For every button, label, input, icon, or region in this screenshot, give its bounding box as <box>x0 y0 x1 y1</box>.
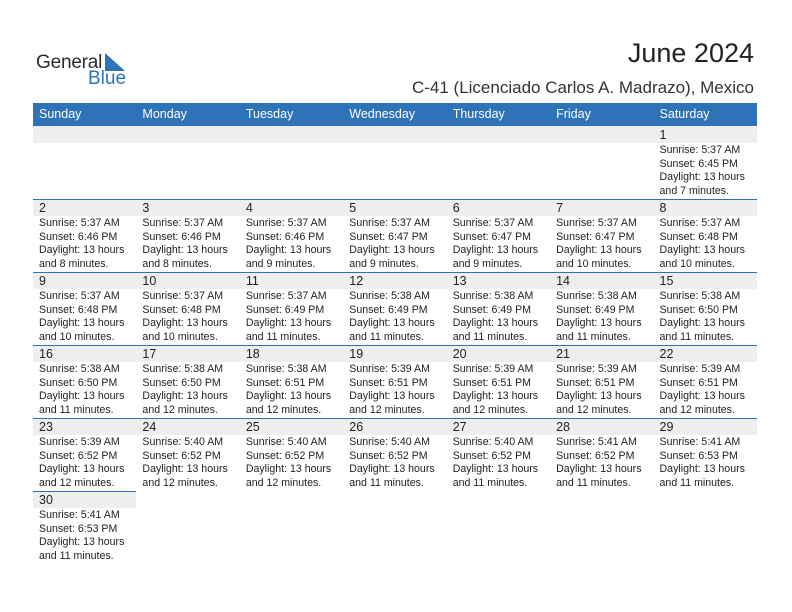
day-header-band <box>136 491 239 508</box>
day-number: 8 <box>659 201 667 215</box>
empty-day-cell <box>447 491 550 566</box>
sunrise-text: Sunrise: 5:37 AM <box>452 217 534 229</box>
sunrise-text: Sunrise: 5:39 AM <box>349 363 430 375</box>
sunset-text: Sunset: 6:52 PM <box>349 449 428 462</box>
page-title: June 2024 <box>627 38 754 68</box>
day-number: 13 <box>452 274 467 288</box>
sun-info <box>39 217 124 271</box>
sun-info <box>660 144 745 198</box>
empty-day-cell <box>550 126 653 199</box>
sunrise-text: Sunrise: 5:37 AM <box>245 217 327 229</box>
sun-info <box>246 363 331 417</box>
weekday-thursday: Thursday <box>452 107 505 121</box>
day-cell <box>654 345 757 418</box>
day-header-band <box>550 126 653 143</box>
day-cell <box>447 345 550 418</box>
empty-day-cell <box>136 491 239 566</box>
minutes-text: and 11 minutes. <box>245 330 321 343</box>
sunrise-text: Sunrise: 5:40 AM <box>452 436 534 448</box>
sun-info <box>556 363 641 417</box>
sunrise-text: Sunrise: 5:41 AM <box>556 436 637 448</box>
sun-info <box>142 363 227 417</box>
day-cell <box>343 199 446 272</box>
minutes-text: and 10 minutes. <box>659 257 735 270</box>
sun-info <box>660 436 745 490</box>
sun-info <box>142 290 227 344</box>
sun-info <box>39 290 124 344</box>
day-cell <box>447 418 550 491</box>
minutes-text: and 11 minutes. <box>659 330 735 343</box>
daylight-text: Daylight: 13 hours <box>142 463 228 475</box>
minutes-text: and 11 minutes. <box>349 476 424 489</box>
sunrise-text: Sunrise: 5:40 AM <box>245 436 327 448</box>
sunrise-text: Sunrise: 5:38 AM <box>452 290 534 302</box>
sun-info <box>246 290 331 344</box>
calendar-grid <box>33 103 757 566</box>
sunset-text: Sunset: 6:51 PM <box>245 376 325 389</box>
sunset-text: Sunset: 6:45 PM <box>659 157 738 170</box>
minutes-text: and 11 minutes. <box>349 330 424 343</box>
sunrise-text: Sunrise: 5:39 AM <box>452 363 534 375</box>
empty-day-cell <box>240 491 343 566</box>
empty-day-cell <box>33 126 136 199</box>
day-number: 25 <box>245 420 260 434</box>
day-number: 28 <box>556 420 571 434</box>
daylight-text: Daylight: 13 hours <box>556 463 642 475</box>
daylight-text: Daylight: 13 hours <box>349 463 435 475</box>
day-cell <box>654 418 757 491</box>
sun-info <box>349 217 434 271</box>
day-header-band <box>447 491 550 508</box>
sunset-text: Sunset: 6:52 PM <box>556 449 635 462</box>
day-number: 30 <box>39 493 53 507</box>
daylight-text: Daylight: 13 hours <box>349 390 435 402</box>
day-header-band <box>447 199 550 216</box>
sun-info <box>142 217 227 271</box>
sun-info <box>453 436 538 490</box>
day-cell <box>240 272 343 345</box>
daylight-text: Daylight: 13 hours <box>245 244 332 256</box>
day-cell <box>33 199 136 272</box>
day-number: 12 <box>349 274 364 288</box>
daylight-text: Daylight: 13 hours <box>556 244 642 256</box>
minutes-text: and 12 minutes. <box>245 403 322 416</box>
day-header-band <box>343 491 446 508</box>
sunset-text: Sunset: 6:51 PM <box>452 376 532 389</box>
weekday-header-row <box>33 103 757 126</box>
empty-day-cell <box>136 126 239 199</box>
minutes-text: and 8 minutes. <box>142 257 212 270</box>
minutes-text: and 11 minutes. <box>39 403 114 416</box>
day-cell <box>550 199 653 272</box>
day-number: 21 <box>556 347 571 361</box>
day-number: 11 <box>245 274 259 288</box>
sun-info <box>39 509 124 563</box>
sunset-text: Sunset: 6:49 PM <box>556 303 635 316</box>
sunrise-text: Sunrise: 5:38 AM <box>245 363 327 375</box>
sunset-text: Sunset: 6:47 PM <box>556 230 635 243</box>
sunrise-text: Sunrise: 5:37 AM <box>245 290 327 302</box>
day-cell <box>136 418 239 491</box>
day-header-band <box>550 491 653 508</box>
sunset-text: Sunset: 6:50 PM <box>659 303 738 316</box>
sunrise-text: Sunrise: 5:38 AM <box>659 290 741 302</box>
day-number: 5 <box>349 201 357 215</box>
empty-day-cell <box>240 126 343 199</box>
day-cell <box>136 199 239 272</box>
logo-blue-text: Blue <box>88 68 127 89</box>
empty-day-cell <box>343 491 446 566</box>
sun-info <box>349 436 434 490</box>
daylight-text: Daylight: 13 hours <box>349 244 435 256</box>
sunrise-text: Sunrise: 5:40 AM <box>349 436 430 448</box>
location-subtitle: C-41 (Licenciado Carlos A. Madrazo), Mexico <box>411 78 754 97</box>
sunrise-text: Sunrise: 5:41 AM <box>39 509 120 521</box>
daylight-text: Daylight: 13 hours <box>142 244 228 256</box>
day-number: 16 <box>39 347 53 361</box>
day-number: 4 <box>245 201 253 215</box>
day-number: 24 <box>142 420 157 434</box>
daylight-text: Daylight: 13 hours <box>245 463 332 475</box>
sunrise-text: Sunrise: 5:38 AM <box>142 363 224 375</box>
day-cell <box>240 199 343 272</box>
minutes-text: and 9 minutes. <box>452 257 523 270</box>
day-header-band <box>654 199 757 216</box>
day-number: 26 <box>349 420 364 434</box>
sunset-text: Sunset: 6:48 PM <box>39 303 118 316</box>
weekday-wednesday: Wednesday <box>349 107 416 121</box>
sunset-text: Sunset: 6:48 PM <box>659 230 738 243</box>
day-number: 23 <box>39 420 53 434</box>
daylight-text: Daylight: 13 hours <box>452 317 539 329</box>
daylight-text: Daylight: 13 hours <box>659 463 745 475</box>
sunrise-text: Sunrise: 5:38 AM <box>556 290 637 302</box>
daylight-text: Daylight: 13 hours <box>39 390 125 402</box>
sunrise-text: Sunrise: 5:37 AM <box>142 217 224 229</box>
minutes-text: and 12 minutes. <box>349 403 425 416</box>
sun-info <box>246 436 331 490</box>
day-header-band <box>447 126 550 143</box>
sunset-text: Sunset: 6:46 PM <box>39 230 118 243</box>
day-number: 6 <box>452 201 460 215</box>
daylight-text: Daylight: 13 hours <box>245 390 332 402</box>
day-cell <box>240 418 343 491</box>
day-number: 14 <box>556 274 571 288</box>
sunset-text: Sunset: 6:53 PM <box>659 449 738 462</box>
day-number: 2 <box>39 201 46 215</box>
day-number: 27 <box>452 420 467 434</box>
day-number: 18 <box>245 347 260 361</box>
day-number: 3 <box>142 201 150 215</box>
empty-day-cell <box>343 126 446 199</box>
sun-info <box>349 290 434 344</box>
sun-info <box>556 217 641 271</box>
day-header-band <box>654 126 757 143</box>
day-header-band <box>33 199 136 216</box>
day-header-band <box>136 126 239 143</box>
day-header-band <box>240 199 343 216</box>
day-cell <box>33 272 136 345</box>
sunrise-text: Sunrise: 5:37 AM <box>556 217 637 229</box>
sunset-text: Sunset: 6:52 PM <box>142 449 221 462</box>
sunset-text: Sunset: 6:52 PM <box>39 449 118 462</box>
daylight-text: Daylight: 13 hours <box>556 390 642 402</box>
sunrise-text: Sunrise: 5:37 AM <box>659 144 741 156</box>
day-number: 7 <box>556 201 564 215</box>
sunrise-text: Sunrise: 5:38 AM <box>349 290 430 302</box>
daylight-text: Daylight: 13 hours <box>659 244 745 256</box>
daylight-text: Daylight: 13 hours <box>39 463 125 475</box>
minutes-text: and 11 minutes. <box>556 330 631 343</box>
weekday-monday: Monday <box>142 107 187 121</box>
sunset-text: Sunset: 6:50 PM <box>142 376 221 389</box>
sun-info <box>453 217 538 271</box>
daylight-text: Daylight: 13 hours <box>659 171 745 183</box>
sun-info <box>39 436 124 490</box>
daylight-text: Daylight: 13 hours <box>142 317 228 329</box>
daylight-text: Daylight: 13 hours <box>556 317 642 329</box>
sunset-text: Sunset: 6:52 PM <box>452 449 532 462</box>
daylight-text: Daylight: 13 hours <box>659 390 745 402</box>
daylight-text: Daylight: 13 hours <box>39 244 125 256</box>
day-header-band <box>136 199 239 216</box>
sun-info <box>453 363 538 417</box>
minutes-text: and 10 minutes. <box>142 330 218 343</box>
minutes-text: and 8 minutes. <box>39 257 109 270</box>
day-cell <box>343 418 446 491</box>
day-header-band <box>33 272 136 289</box>
day-cell <box>447 199 550 272</box>
sunset-text: Sunset: 6:53 PM <box>39 522 118 535</box>
day-number: 19 <box>349 347 364 361</box>
daylight-text: Daylight: 13 hours <box>452 390 539 402</box>
sunset-text: Sunset: 6:51 PM <box>349 376 428 389</box>
week-row <box>33 199 757 272</box>
day-cell <box>654 126 757 199</box>
sun-info <box>349 363 434 417</box>
sunset-text: Sunset: 6:51 PM <box>556 376 635 389</box>
sunset-text: Sunset: 6:47 PM <box>349 230 428 243</box>
minutes-text: and 12 minutes. <box>142 403 218 416</box>
daylight-text: Daylight: 13 hours <box>245 317 332 329</box>
day-number: 15 <box>659 274 674 288</box>
logo-general-text: General <box>36 52 103 73</box>
day-cell <box>654 272 757 345</box>
sun-info <box>660 217 745 271</box>
daylight-text: Daylight: 13 hours <box>142 390 228 402</box>
sunset-text: Sunset: 6:49 PM <box>245 303 325 316</box>
day-number: 17 <box>142 347 157 361</box>
sunrise-text: Sunrise: 5:39 AM <box>556 363 637 375</box>
sunset-text: Sunset: 6:51 PM <box>659 376 738 389</box>
empty-day-cell <box>550 491 653 566</box>
minutes-text: and 9 minutes. <box>245 257 316 270</box>
day-cell <box>136 345 239 418</box>
sunrise-text: Sunrise: 5:39 AM <box>39 436 120 448</box>
day-header-band <box>654 491 757 508</box>
sunset-text: Sunset: 6:49 PM <box>452 303 532 316</box>
sunset-text: Sunset: 6:46 PM <box>245 230 325 243</box>
sunset-text: Sunset: 6:46 PM <box>142 230 221 243</box>
daylight-text: Daylight: 13 hours <box>452 463 539 475</box>
daylight-text: Daylight: 13 hours <box>39 317 125 329</box>
minutes-text: and 9 minutes. <box>349 257 419 270</box>
sun-info <box>660 290 745 344</box>
minutes-text: and 11 minutes. <box>39 549 114 562</box>
day-cell <box>550 418 653 491</box>
sunrise-text: Sunrise: 5:37 AM <box>39 290 120 302</box>
weekday-tuesday: Tuesday <box>245 107 294 121</box>
weekday-sunday: Sunday <box>39 107 82 121</box>
minutes-text: and 7 minutes. <box>659 184 730 197</box>
day-cell <box>343 345 446 418</box>
daylight-text: Daylight: 13 hours <box>452 244 539 256</box>
sunset-text: Sunset: 6:52 PM <box>245 449 325 462</box>
sun-info <box>556 436 641 490</box>
minutes-text: and 10 minutes. <box>556 257 632 270</box>
minutes-text: and 11 minutes. <box>659 476 735 489</box>
sunrise-text: Sunrise: 5:38 AM <box>39 363 120 375</box>
week-row <box>33 418 757 491</box>
sunrise-text: Sunrise: 5:37 AM <box>349 217 430 229</box>
empty-day-cell <box>447 126 550 199</box>
day-header-band <box>343 126 446 143</box>
sunrise-text: Sunrise: 5:37 AM <box>659 217 741 229</box>
day-cell <box>550 345 653 418</box>
sun-info <box>660 363 745 417</box>
weekday-friday: Friday <box>556 107 591 121</box>
day-header-band <box>240 126 343 143</box>
day-header-band <box>33 126 136 143</box>
minutes-text: and 11 minutes. <box>452 330 528 343</box>
week-row <box>33 345 757 418</box>
sunset-text: Sunset: 6:47 PM <box>452 230 532 243</box>
daylight-text: Daylight: 13 hours <box>349 317 435 329</box>
day-number: 20 <box>452 347 467 361</box>
day-header-band <box>550 199 653 216</box>
day-header-band <box>343 199 446 216</box>
day-number: 1 <box>659 128 667 142</box>
sun-info <box>556 290 641 344</box>
minutes-text: and 12 minutes. <box>659 403 735 416</box>
minutes-text: and 12 minutes. <box>245 476 322 489</box>
sun-info <box>246 217 331 271</box>
day-header-band <box>240 491 343 508</box>
minutes-text: and 12 minutes. <box>142 476 218 489</box>
sun-info <box>142 436 227 490</box>
day-number: 10 <box>142 274 157 288</box>
minutes-text: and 12 minutes. <box>39 476 115 489</box>
sunrise-text: Sunrise: 5:37 AM <box>39 217 120 229</box>
sunrise-text: Sunrise: 5:41 AM <box>659 436 741 448</box>
day-cell <box>33 345 136 418</box>
day-cell <box>136 272 239 345</box>
logo <box>36 50 136 88</box>
week-row <box>33 491 757 566</box>
day-number: 29 <box>659 420 674 434</box>
day-cell <box>343 272 446 345</box>
minutes-text: and 12 minutes. <box>556 403 632 416</box>
daylight-text: Daylight: 13 hours <box>39 536 125 548</box>
day-number: 9 <box>39 274 46 288</box>
sunset-text: Sunset: 6:49 PM <box>349 303 428 316</box>
week-row <box>33 272 757 345</box>
day-cell <box>654 199 757 272</box>
week-row <box>33 126 757 199</box>
day-cell <box>240 345 343 418</box>
sunrise-text: Sunrise: 5:37 AM <box>142 290 224 302</box>
sunrise-text: Sunrise: 5:39 AM <box>659 363 741 375</box>
day-cell <box>33 418 136 491</box>
empty-day-cell <box>654 491 757 566</box>
minutes-text: and 10 minutes. <box>39 330 115 343</box>
sunrise-text: Sunrise: 5:40 AM <box>142 436 224 448</box>
day-cell <box>550 272 653 345</box>
sun-info <box>39 363 124 417</box>
minutes-text: and 11 minutes. <box>452 476 528 489</box>
sunset-text: Sunset: 6:50 PM <box>39 376 118 389</box>
day-cell <box>447 272 550 345</box>
sunset-text: Sunset: 6:48 PM <box>142 303 221 316</box>
day-cell <box>33 491 136 566</box>
minutes-text: and 11 minutes. <box>556 476 631 489</box>
sun-info <box>453 290 538 344</box>
minutes-text: and 12 minutes. <box>452 403 529 416</box>
weeks-container <box>33 126 757 566</box>
weekday-saturday: Saturday <box>659 107 710 121</box>
daylight-text: Daylight: 13 hours <box>659 317 745 329</box>
day-number: 22 <box>659 347 674 361</box>
